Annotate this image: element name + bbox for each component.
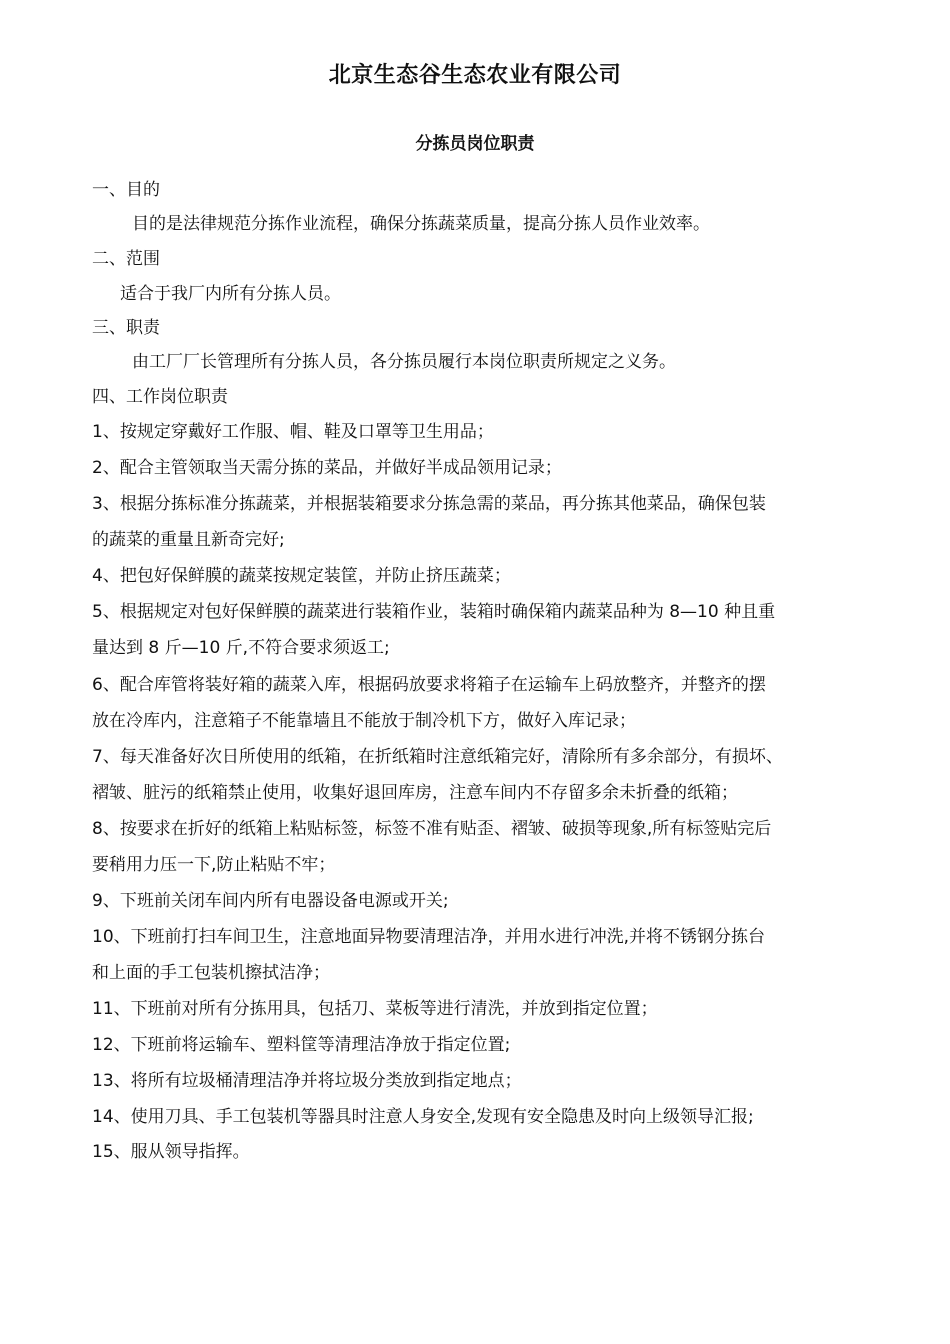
section-heading-responsibility: 三、职责 <box>92 318 160 338</box>
document-title: 分拣员岗位职责 <box>415 134 535 154</box>
duty-item: 8、按要求在折好的纸箱上粘贴标签，标签不准有贴歪、褶皱、破损等现象,所有标签贴完后 <box>92 819 772 839</box>
duty-item: 9、下班前关闭车间内所有电器设备电源或开关; <box>92 891 449 911</box>
duty-item-continuation: 要稍用力压一下,防止粘贴不牢； <box>92 855 336 875</box>
duty-item: 10、下班前打扫车间卫生，注意地面异物要清理洁净，并用水进行冲洗,并将不锈钢分拣台 <box>92 927 766 947</box>
duty-item: 11、下班前对所有分拣用具，包括刀、菜板等进行清洗，并放到指定位置； <box>92 999 658 1019</box>
duty-item: 14、使用刀具、手工包装机等器具时注意人身安全,发现有安全隐患及时向上级领导汇报; <box>92 1107 754 1127</box>
section-heading-duties: 四、工作岗位职责 <box>92 387 228 407</box>
duty-item: 12、下班前将运输车、塑料筐等清理洁净放于指定位置; <box>92 1035 511 1055</box>
duty-item-continuation: 量达到 8 斤—10 斤,不符合要求须返工; <box>92 638 390 658</box>
duty-item: 13、将所有垃圾桶清理洁净并将垃圾分类放到指定地点； <box>92 1071 522 1091</box>
company-name: 北京生态谷生态农业有限公司 <box>328 63 622 88</box>
duty-item-continuation: 放在冷库内，注意箱子不能靠墙且不能放于制冷机下方，做好入库记录； <box>92 711 636 731</box>
duty-item: 6、配合库管将装好箱的蔬菜入库，根据码放要求将箱子在运输车上码放整齐，并整齐的摆 <box>92 675 766 695</box>
section-body-responsibility: 由工厂厂长管理所有分拣人员，各分拣员履行本岗位职责所规定之义务。 <box>132 352 676 372</box>
duty-item: 2、配合主管领取当天需分拣的菜品，并做好半成品领用记录； <box>92 458 562 478</box>
duty-item-continuation: 的蔬菜的重量且新奇完好; <box>92 530 285 550</box>
duty-item: 1、按规定穿戴好工作服、帽、鞋及口罩等卫生用品； <box>92 422 494 442</box>
duty-item: 3、根据分拣标准分拣蔬菜，并根据装箱要求分拣急需的菜品，再分拣其他菜品，确保包装 <box>92 494 766 514</box>
duty-item-continuation: 褶皱、脏污的纸箱禁止使用，收集好退回库房，注意车间内不存留多余未折叠的纸箱； <box>92 783 738 803</box>
section-body-purpose: 目的是法律规范分拣作业流程，确保分拣蔬菜质量，提高分拣人员作业效率。 <box>132 214 710 234</box>
duty-item: 15、服从领导指挥。 <box>92 1142 250 1162</box>
duty-item: 5、根据规定对包好保鲜膜的蔬菜进行装箱作业，装箱时确保箱内蔬菜品种为 8—10 种且重 <box>92 602 776 622</box>
section-heading-scope: 二、范围 <box>92 249 160 269</box>
section-body-scope: 适合于我厂内所有分拣人员。 <box>120 284 341 304</box>
duty-item: 7、每天准备好次日所使用的纸箱，在折纸箱时注意纸箱完好，清除所有多余部分，有损坏、 <box>92 747 783 767</box>
duty-item-continuation: 和上面的手工包装机擦拭洁净； <box>92 963 330 983</box>
section-heading-purpose: 一、目的 <box>92 180 160 200</box>
duty-item: 4、把包好保鲜膜的蔬菜按规定装筐，并防止挤压蔬菜； <box>92 566 511 586</box>
